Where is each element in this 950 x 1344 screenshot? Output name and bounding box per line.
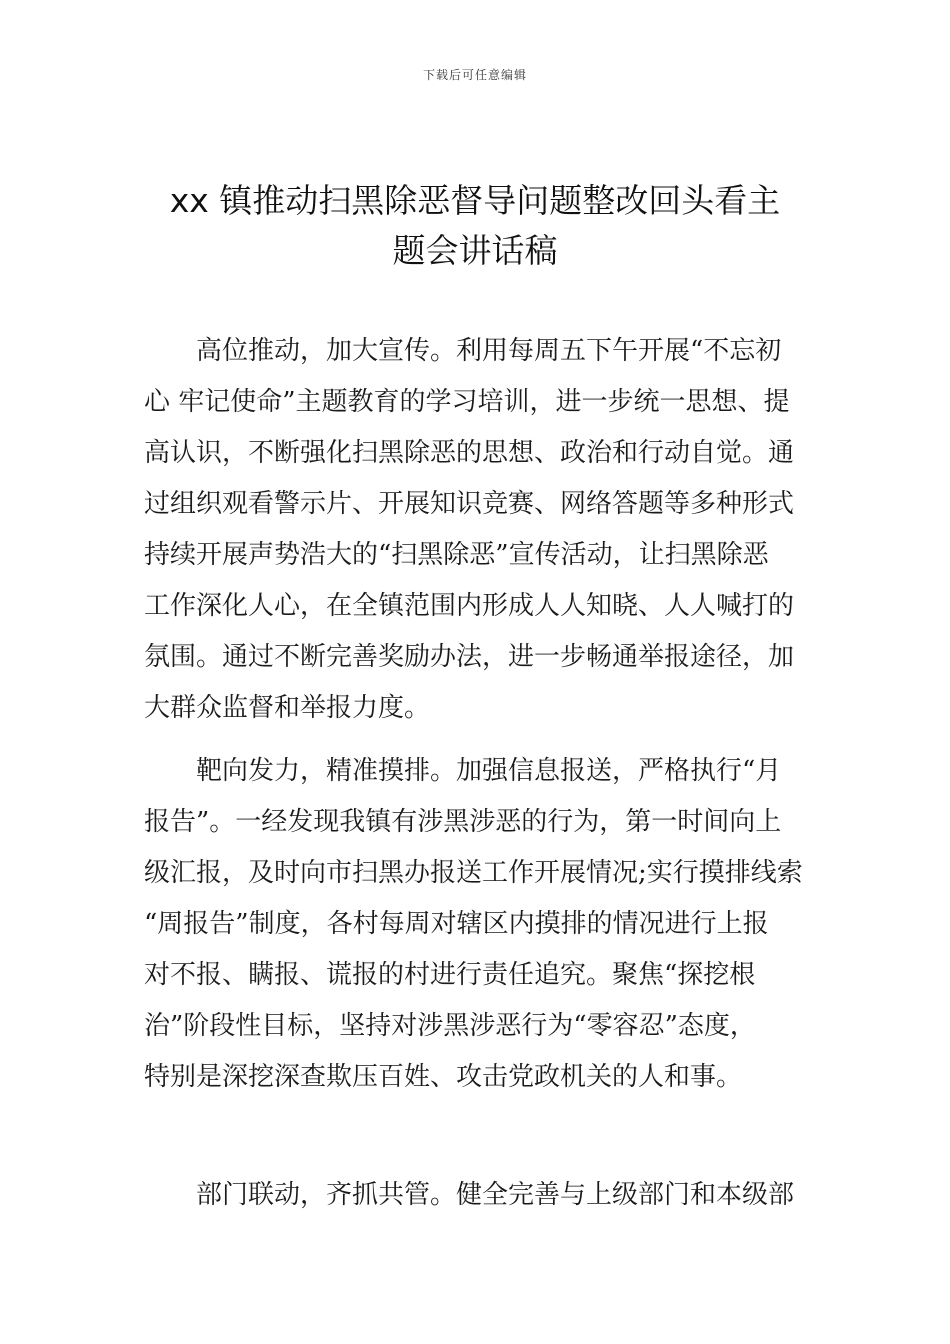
- paragraph-line: 氛围。通过不断完善奖励办法，进一步畅通举报途径，加: [144, 642, 795, 672]
- paragraph-line: 级汇报，及时向市扫黑办报送工作开展情况;实行摸排线索: [144, 858, 803, 888]
- title-line-1: xx 镇推动扫黑除恶督导问题整改回头看主: [169, 181, 781, 220]
- paragraph-line: 报告”。一经发现我镇有涉黑涉恶的行为，第一时间向上: [144, 807, 782, 837]
- paragraph-2: [144, 746, 808, 1103]
- title-line-2: 题会讲话稿: [392, 231, 558, 270]
- paragraph-line: 持续开展声势浩大的“扫黑除恶”宣传活动，让扫黑除恶: [144, 540, 769, 570]
- paragraph-1: [144, 326, 808, 734]
- paragraph-line: 部门联动，齐抓共管。健全完善与上级部门和本级部: [144, 1180, 795, 1210]
- paragraph-line: 心 牢记使命”主题教育的学习培训，进一步统一思想、提: [144, 387, 790, 417]
- paragraph-line: 大群众监督和举报力度。: [144, 693, 431, 723]
- paragraph-line: 靶向发力，精准摸排。加强信息报送，严格执行“月: [144, 756, 782, 786]
- paragraph-line: 工作深化人心，在全镇范围内形成人人知晓、人人喊打的: [144, 591, 795, 621]
- paragraph-line: 特别是深挖深查欺压百姓、攻击党政机关的人和事。: [144, 1062, 743, 1092]
- header-note: 下载后可任意编辑: [422, 68, 527, 82]
- paragraph-3: [144, 1170, 808, 1221]
- paragraph-line: 对不报、瞒报、谎报的村进行责任追究。聚焦“探挖根: [144, 960, 756, 990]
- paragraph-line: 过组织观看警示片、开展知识竞赛、网络答题等多种形式: [144, 489, 795, 519]
- paragraph-line: 治”阶段性目标，坚持对涉黑涉恶行为“零容忍”态度，: [144, 1011, 756, 1041]
- paragraph-line: “周报告”制度，各村每周对辖区内摸排的情况进行上报: [144, 909, 769, 939]
- paragraph-line: 高认识，不断强化扫黑除恶的思想、政治和行动自觉。通: [144, 438, 795, 468]
- document-title: [140, 176, 810, 276]
- paragraph-line: 高位推动，加大宣传。利用每周五下午开展“不忘初: [144, 336, 782, 366]
